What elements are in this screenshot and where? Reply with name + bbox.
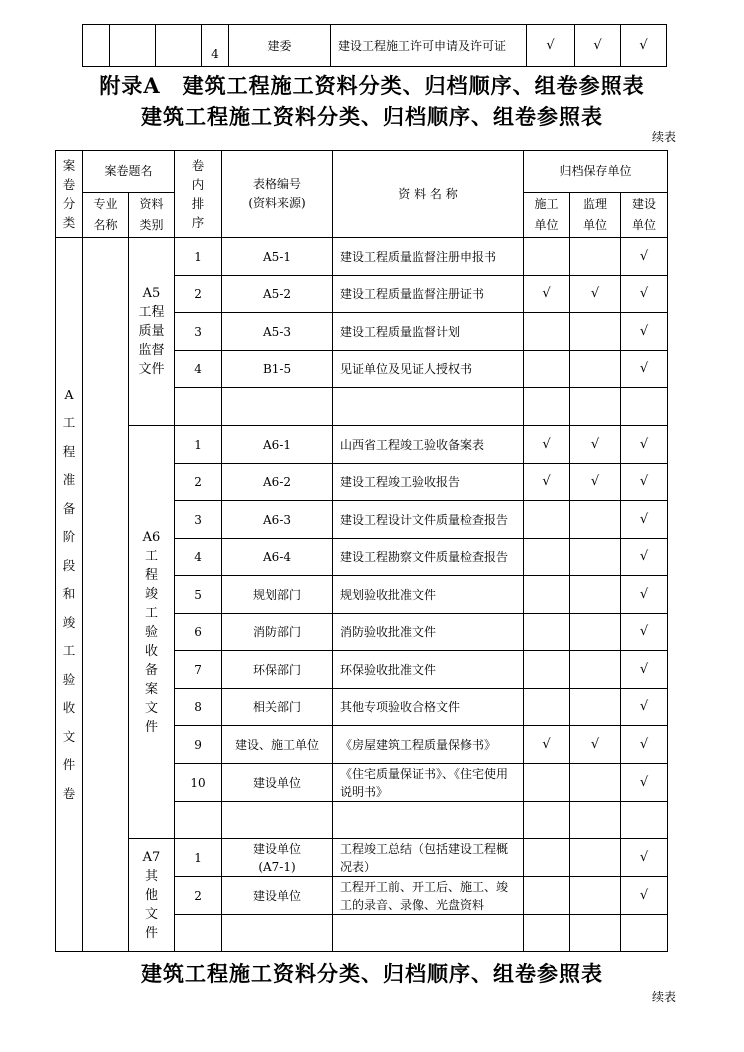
header-construction-unit: 施工单位 <box>524 193 570 238</box>
table-row: A7 其他文件 1 建设单位 (A7-1) 工程竣工总结（包括建设工程概况表） √ <box>56 839 668 877</box>
group-a6-cell: A6 工程竣工验收备案文件 <box>129 426 175 839</box>
header-material-type: 资料类别 <box>129 193 175 238</box>
table-title-repeat: 建筑工程施工资料分类、归档顺序、组卷参照表 <box>141 961 603 986</box>
table-row: A工程准备阶段和竣工验收文件卷 A5 工程 质量 监督 文件 1 A5-1 建设工程质量监督注册申报书 √ <box>56 238 668 276</box>
top-row-seq: 4 <box>202 25 229 67</box>
table-row: 10 建设单位 《住宅质量保证书》、《住宅使用说明书》 √ <box>56 764 668 802</box>
header-form-no-line1: 表格编号 <box>253 177 302 191</box>
table-title: 建筑工程施工资料分类、归档顺序、组卷参照表 <box>141 104 603 129</box>
table-row: 4 A6-4 建设工程勘察文件质量检查报告 √ <box>56 539 668 576</box>
table-row: A6 工程竣工验收备案文件 1 A6-1 山西省工程竣工验收备案表 √ √ √ <box>56 426 668 464</box>
top-continuation-table <box>82 24 667 67</box>
header-form-no <box>222 151 333 238</box>
table-row: 3 A5-3 建设工程质量监督计划 √ <box>56 313 668 351</box>
case-class-cell: A工程准备阶段和竣工验收文件卷 <box>56 238 83 952</box>
group-a7-cell: A7 其他文件 <box>129 839 175 952</box>
top-row-construction: √ <box>527 25 575 67</box>
top-row <box>83 25 667 67</box>
table-row: 8 相关部门 其他专项验收合格文件 √ <box>56 689 668 726</box>
table-row: 7 环保部门 环保验收批准文件 √ <box>56 651 668 689</box>
table-row: 5 规划部门 规划验收批准文件 √ <box>56 576 668 614</box>
header-volume-name: 案卷题名 <box>83 151 175 193</box>
table-row: 6 消防部门 消防验收批准文件 √ <box>56 614 668 651</box>
top-row-form-no: 建委 <box>229 25 331 67</box>
table-row: 2 A6-2 建设工程竣工验收报告 √ √ √ <box>56 464 668 501</box>
header-case-class: 案卷分类 <box>56 151 83 238</box>
group-a5-cell: A5 工程 质量 监督 文件 <box>129 238 175 426</box>
specialty-cell <box>83 238 129 952</box>
header-owner-unit: 建设单位 <box>621 193 668 238</box>
archive-table <box>55 150 668 952</box>
header-row-1 <box>56 151 668 193</box>
continued-label: 续表 <box>652 130 677 144</box>
appendix-title: 附录A 建筑工程施工资料分类、归档顺序、组卷参照表 <box>99 73 645 98</box>
table-row: 9 建设、施工单位 《房屋建筑工程质量保修书》 √ √ √ <box>56 726 668 764</box>
header-archive-unit: 归档保存单位 <box>524 151 668 193</box>
top-row-supervision: √ <box>575 25 621 67</box>
header-supervision-unit: 监理单位 <box>570 193 621 238</box>
header-form-no-line2: (资料来源) <box>248 196 306 210</box>
header-specialty: 专业名称 <box>83 193 129 238</box>
header-material-name: 资 料 名 称 <box>333 151 524 238</box>
top-row-name: 建设工程施工许可申请及许可证 <box>331 25 527 67</box>
top-row-owner: √ <box>621 25 667 67</box>
table-row: 2 建设单位 工程开工前、开工后、施工、竣工的录音、录像、光盘资料 √ <box>56 877 668 915</box>
table-row: 2 A5-2 建设工程质量监督注册证书 √ √ √ <box>56 276 668 313</box>
table-row: 3 A6-3 建设工程设计文件质量检查报告 √ <box>56 501 668 539</box>
continued-label-bottom: 续表 <box>652 990 677 1004</box>
header-order: 卷内排序 <box>175 151 222 238</box>
table-row: 4 B1-5 见证单位及见证人授权书 √ <box>56 351 668 388</box>
